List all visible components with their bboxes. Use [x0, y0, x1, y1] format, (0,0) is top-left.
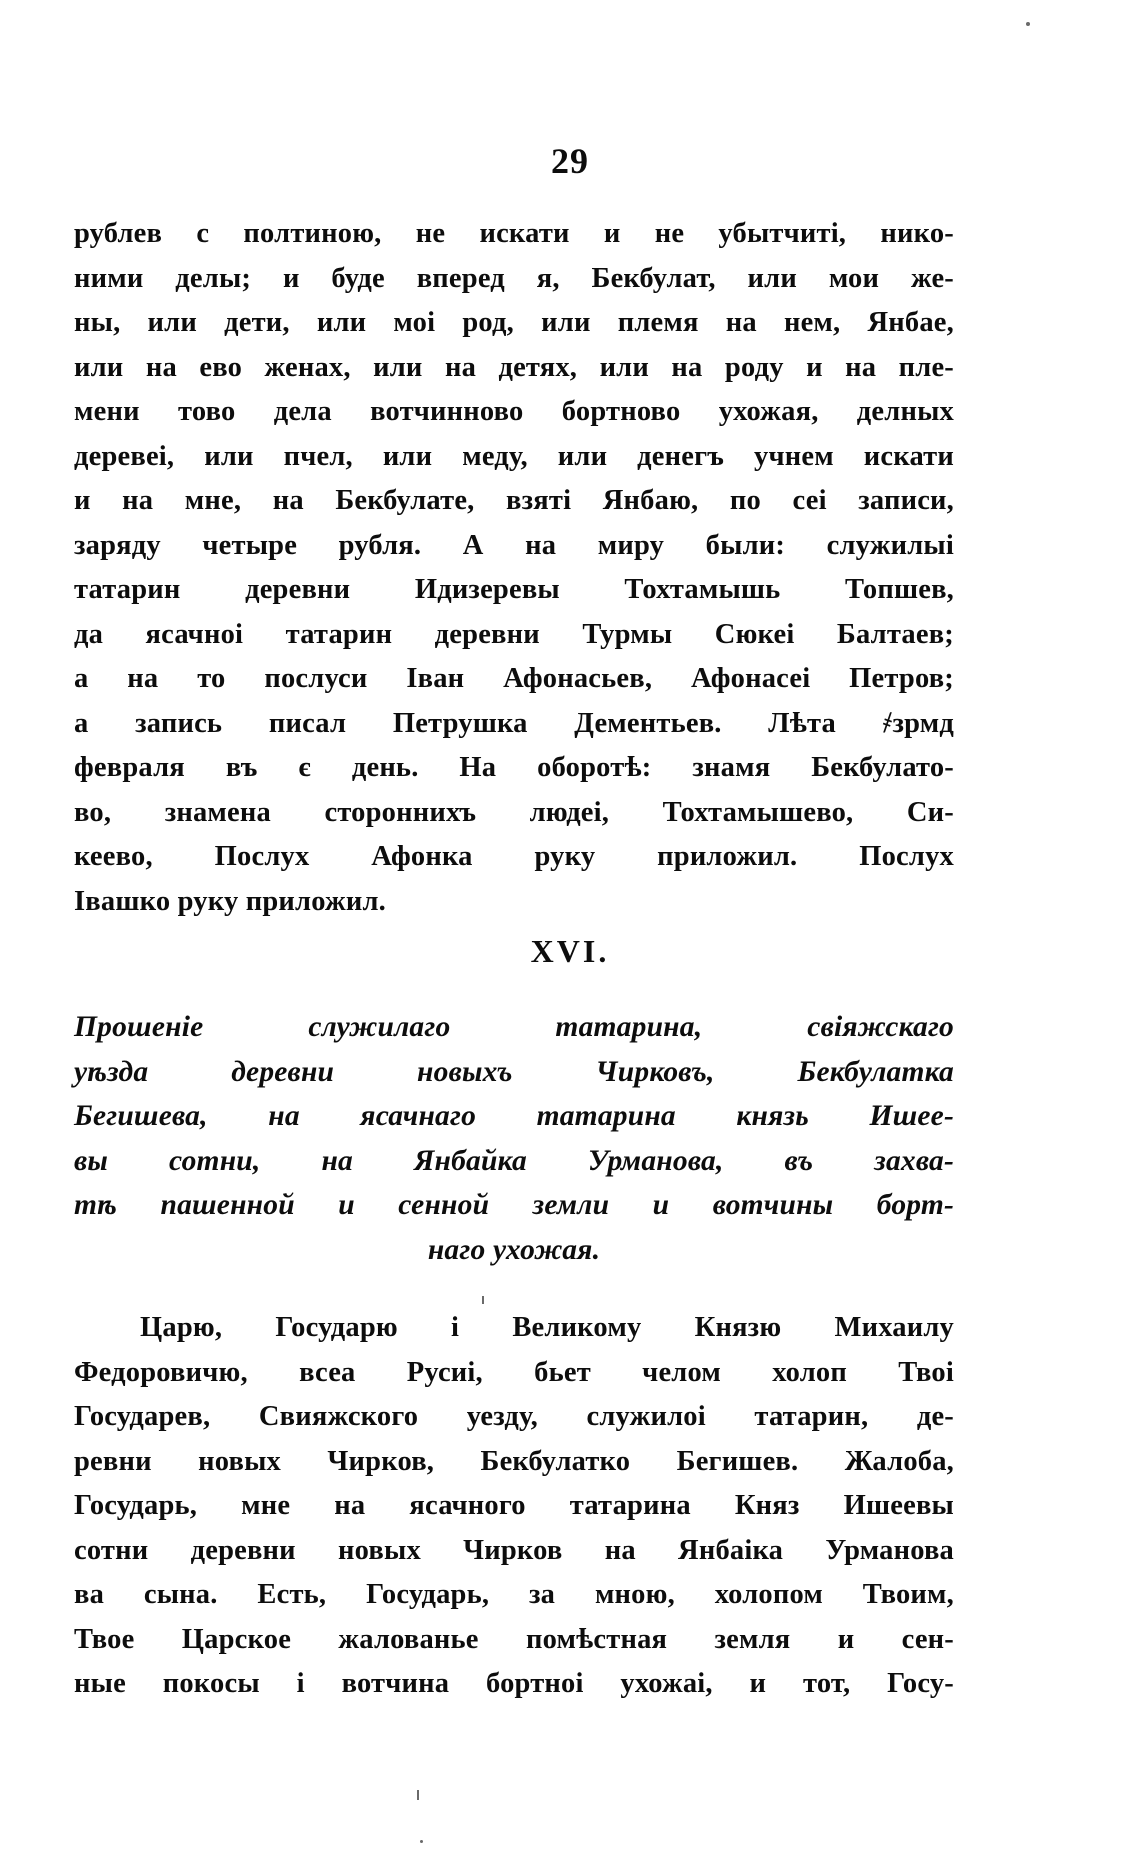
heading-line: Прошеніе служилаго татарина, свіяжскаго — [74, 1011, 954, 1043]
text-line: Федоровичю, всеа Русиі, бьет челом холоп Твоі — [74, 1356, 954, 1388]
text-line: февраля въ є день. На оборотѣ: знамя Бекбулато- — [74, 752, 954, 783]
text-line: рублев с полтиною, не искати и не убытчиті, нико- — [74, 218, 954, 249]
top-paragraph — [74, 212, 954, 924]
text-line: мени тово дела вотчинново бортново ухожая, делных — [74, 396, 954, 427]
page-number: 29 — [551, 141, 589, 181]
heading-line: наго ухожая. — [427, 1233, 601, 1266]
text-line: татарин деревни Идизеревы Тохтамышь Топшев, — [74, 574, 954, 605]
text-line: кеево, Послух Афонка руку приложил. Послух — [74, 841, 954, 872]
text-line: Царю, Государю і Великому Князю Михаилу — [140, 1312, 954, 1343]
print-speck — [482, 1296, 484, 1304]
text-line: ревни новых Чирков, Бекбулатко Бегишев. Жалоба, — [74, 1445, 954, 1477]
text-line: заряду четыре рубля. А на миру были: служилыі — [74, 529, 954, 561]
text-line: Івашко руку приложил. — [74, 885, 386, 917]
heading-line: Бегишева, на ясачнаго татарина князь Ишее- — [74, 1100, 954, 1132]
section-heading — [74, 1005, 954, 1272]
text-line: Твое Царское жалованье помѣстная земля и сен- — [74, 1623, 954, 1655]
text-line: ва сына. Есть, Государь, за мною, холопом Твоим, — [74, 1579, 954, 1610]
heading-line: уѣзда деревни новыхъ Чирковъ, Бекбулатка — [74, 1055, 954, 1088]
text-line: а запись писал Петрушка Дементьев. Лѣта ҂зрмд — [74, 707, 954, 739]
text-line: и на мне, на Бекбулате, взяті Янбаю, по сеі записи, — [74, 485, 954, 516]
text-line: Государев, Свияжского уезду, служилоі татарин, де- — [74, 1401, 954, 1432]
text-line: ны, или дети, или моі род, или племя на нем, Янбае, — [74, 307, 954, 338]
print-speck — [417, 1790, 419, 1800]
text-line: или на ево женах, или на детях, или на роду и на пле- — [74, 351, 954, 383]
text-line: да ясачноі татарин деревни Турмы Сюкеі Балтаев; — [74, 618, 954, 650]
heading-line: тѣ пашенной и сенной земли и вотчины борт- — [74, 1189, 954, 1221]
text-line: ные покосы і вотчина бортноі ухожаі, и тот, Госу- — [74, 1668, 954, 1699]
text-line: сотни деревни новых Чирков на Янбаіка Урманова — [74, 1534, 954, 1566]
text-line: Государь, мне на ясачного татарина Княз Ишеевы — [74, 1490, 954, 1521]
heading-line: вы сотни, на Янбайка Урманова, въ захва- — [74, 1144, 954, 1177]
text-line: деревеі, или пчел, или меду, или денегъ учнем искати — [74, 440, 954, 472]
body-paragraph — [74, 1306, 954, 1707]
text-line: ними делы; и буде вперед я, Бекбулат, или мои же- — [74, 262, 954, 294]
text-line: во, знамена стороннихъ людеі, Тохтамышево, Си- — [74, 796, 954, 828]
print-speck — [1026, 22, 1030, 26]
print-speck — [420, 1840, 423, 1843]
section-number: XVI. — [530, 933, 610, 969]
text-line: а на то послуси Іван Афонасьев, Афонасеі Петров; — [74, 663, 954, 694]
